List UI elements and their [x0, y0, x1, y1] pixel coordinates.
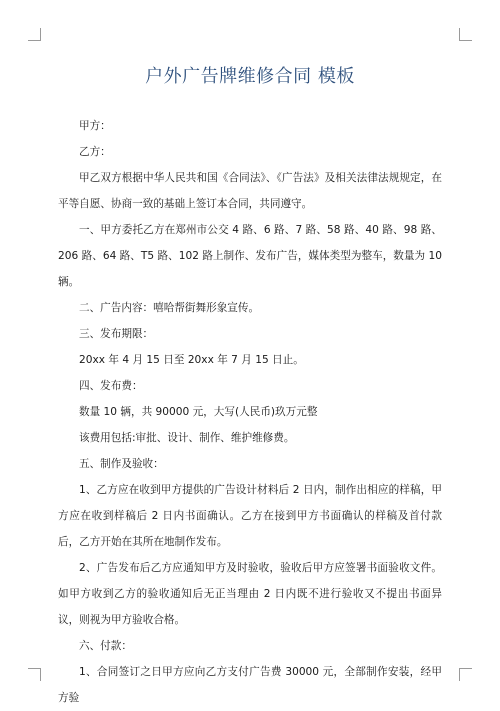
clause-3-heading: 三、发布期限： — [79, 328, 154, 340]
publish-period-paragraph: 20xx 年 4 月 15 日至 20xx 年 7 月 15 日止。 — [79, 354, 304, 366]
clause-5-item-2: 2、广告发布后乙方应通知甲方及时验收，验收后甲方应签署书面验收文件。如甲方收到乙方的验收通知后无正当理由 2 日内既不进行验收又不提出书面异议，则视为甲方验收合格。 — [58, 562, 442, 626]
document-title: 户外广告牌维修合同 模板 — [145, 66, 355, 87]
page-corner-mark-top-right — [459, 28, 472, 41]
clause-6-heading: 六、付款： — [79, 640, 132, 652]
party-b-line: 乙方： — [79, 146, 111, 158]
page-corner-mark-bottom-left — [28, 668, 41, 681]
clause-5-item-1: 1、乙方应在收到甲方提供的广告设计材料后 2 日内，制作出相应的样稿，甲方应在收到样稿后 2 日内书面确认。乙方在接到甲方书面确认的样稿及首付款后，乙方开始在其所在地制作发布。 — [58, 484, 442, 548]
clause-2-paragraph: 二、广告内容：嘻哈帮街舞形象宣传。 — [79, 302, 260, 314]
fee-amount-paragraph: 数量 10 辆，共 90000 元，大写(人民币)玖万元整 — [79, 406, 318, 418]
page-corner-mark-top-left — [28, 28, 41, 41]
preamble-paragraph: 甲乙双方根据中华人民共和国《合同法》、《广告法》及相关法律法规规定，在平等自愿、协商一致的基础上签订本合同，共同遵守。 — [58, 172, 442, 210]
page-corner-mark-bottom-right — [459, 668, 472, 681]
clause-4-heading: 四、发布费： — [79, 380, 143, 392]
clause-1-paragraph: 一、甲方委托乙方在郑州市公交 4 路、6 路、7 路、58 路、40 路、98 路、206 路、64 路、T5 路、102 路上制作、发布广告，媒体类型为整车，数量为 10 辆。 — [58, 224, 442, 288]
clause-5-heading: 五、制作及验收： — [79, 458, 164, 470]
clause-6-item-1: 1、合同签订之日甲方应向乙方支付广告费 30000 元，全部制作安装，经甲方验 — [58, 666, 442, 704]
party-a-line: 甲方： — [79, 120, 111, 132]
fee-includes-paragraph: 该费用包括:审批、设计、制作、维护维修费。 — [79, 432, 295, 444]
document-body — [58, 113, 442, 711]
